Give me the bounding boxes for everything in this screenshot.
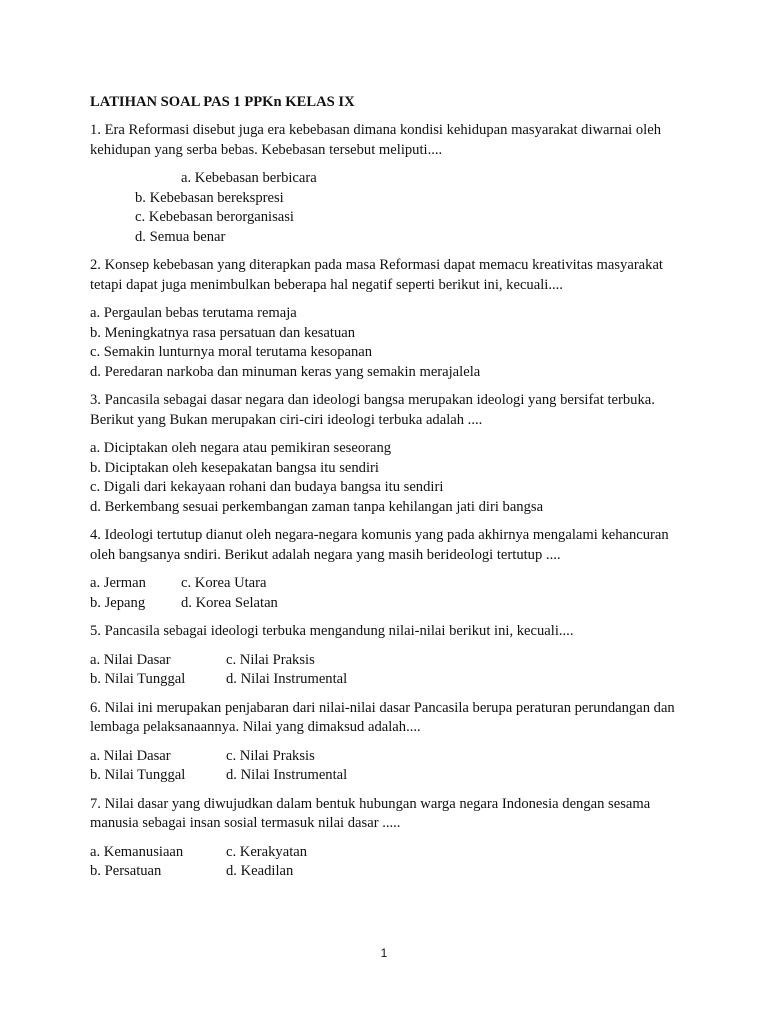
question-1-options [90, 169, 690, 247]
option-2a: a. Pergaulan bebas terutama remaja [90, 305, 297, 321]
option-5b: b. Nilai Tunggal [90, 671, 186, 687]
option-7a: a. Kemanusiaan [90, 843, 184, 860]
question-5-options [90, 651, 690, 690]
question-6-text: 6. Nilai ini merupakan penjabaran dari nilai-nilai dasar Pancasila berupa peraturan perundangan dan lembaga pelaksanaannya. Nilai yang dimaksud adalah.... [90, 699, 675, 735]
option-2b: b. Meningkatnya rasa persatuan dan kesatuan [90, 324, 356, 341]
question-1-text: 1. Era Reformasi disebut juga era kebebasan dimana kondisi kehidupan masyarakat diwarnai oleh kehidupan yang serba bebas. Kebebasan tersebut meliputi.... [90, 122, 661, 158]
option-4a: a. Jerman [90, 575, 146, 591]
option-6a: a. Nilai Dasar [90, 747, 171, 764]
document-page [90, 92, 690, 891]
option-1c: c. Kebebasan berorganisasi [135, 209, 294, 225]
option-4c: c. Korea Utara [181, 575, 267, 591]
option-5c: c. Nilai Praksis [226, 651, 315, 668]
option-3b: b. Diciptakan oleh kesepakatan bangsa itu sendiri [90, 459, 379, 476]
option-5a: a. Nilai Dasar [90, 651, 171, 668]
page-number: 1 [380, 946, 388, 960]
question-4-options [90, 574, 690, 613]
question-4-text: 4. Ideologi tertutup dianut oleh negara-negara komunis yang pada akhirnya mengalami kehancuran oleh bangsanya sndiri. Berikut adalah negara yang masih berideologi tertutup .... [90, 527, 669, 563]
option-3d: d. Berkembang sesuai perkembangan zaman tanpa kehilangan jati diri bangsa [90, 498, 544, 515]
option-5d: d. Nilai Instrumental [226, 671, 348, 687]
option-4b: b. Jepang [90, 594, 146, 611]
option-6c: c. Nilai Praksis [226, 747, 315, 764]
question-3-text: 3. Pancasila sebagai dasar negara dan ideologi bangsa merupakan ideologi yang bersifat terbuka. Berikut yang Bukan merupakan ciri-ciri ideologi terbuka adalah .... [90, 392, 655, 428]
question-5-text: 5. Pancasila sebagai ideologi terbuka mengandung nilai-nilai berikut ini, kecuali.... [90, 623, 574, 639]
question-2-text: 2. Konsep kebebasan yang diterapkan pada masa Reformasi dapat memacu kreativitas masyarakat tetapi dapat juga menimbulkan beberapa hal negatif seperti berikut ini, kecuali.... [90, 257, 663, 293]
option-1d: d. Semua benar [135, 228, 226, 245]
option-6b: b. Nilai Tunggal [90, 767, 186, 783]
question-7-text: 7. Nilai dasar yang diwujudkan dalam bentuk hubungan warga negara Indonesia dengan sesama manusia sebagai insan sosial termasuk nilai dasar ..... [90, 795, 651, 831]
option-1a: a. Kebebasan berbicara [181, 170, 317, 186]
question-3-options [90, 439, 690, 517]
option-4d: d. Korea Selatan [181, 594, 278, 611]
option-7d: d. Keadilan [226, 863, 294, 879]
question-6-options [90, 747, 690, 786]
option-1b: b. Kebebasan berekspresi [135, 189, 284, 206]
page-title: LATIHAN SOAL PAS 1 PPKn KELAS IX [90, 94, 355, 110]
question-7-options [90, 843, 690, 882]
option-7c: c. Kerakyatan [226, 843, 308, 860]
option-2c: c. Semakin lunturnya moral terutama kesopanan [90, 344, 373, 360]
option-7b: b. Persatuan [90, 863, 162, 879]
option-2d: d. Peredaran narkoba dan minuman keras yang semakin merajalela [90, 363, 481, 380]
question-2-options [90, 304, 690, 382]
option-6d: d. Nilai Instrumental [226, 767, 348, 783]
option-3c: c. Digali dari kekayaan rohani dan budaya bangsa itu sendiri [90, 479, 444, 495]
option-3a: a. Diciptakan oleh negara atau pemikiran seseorang [90, 440, 392, 456]
